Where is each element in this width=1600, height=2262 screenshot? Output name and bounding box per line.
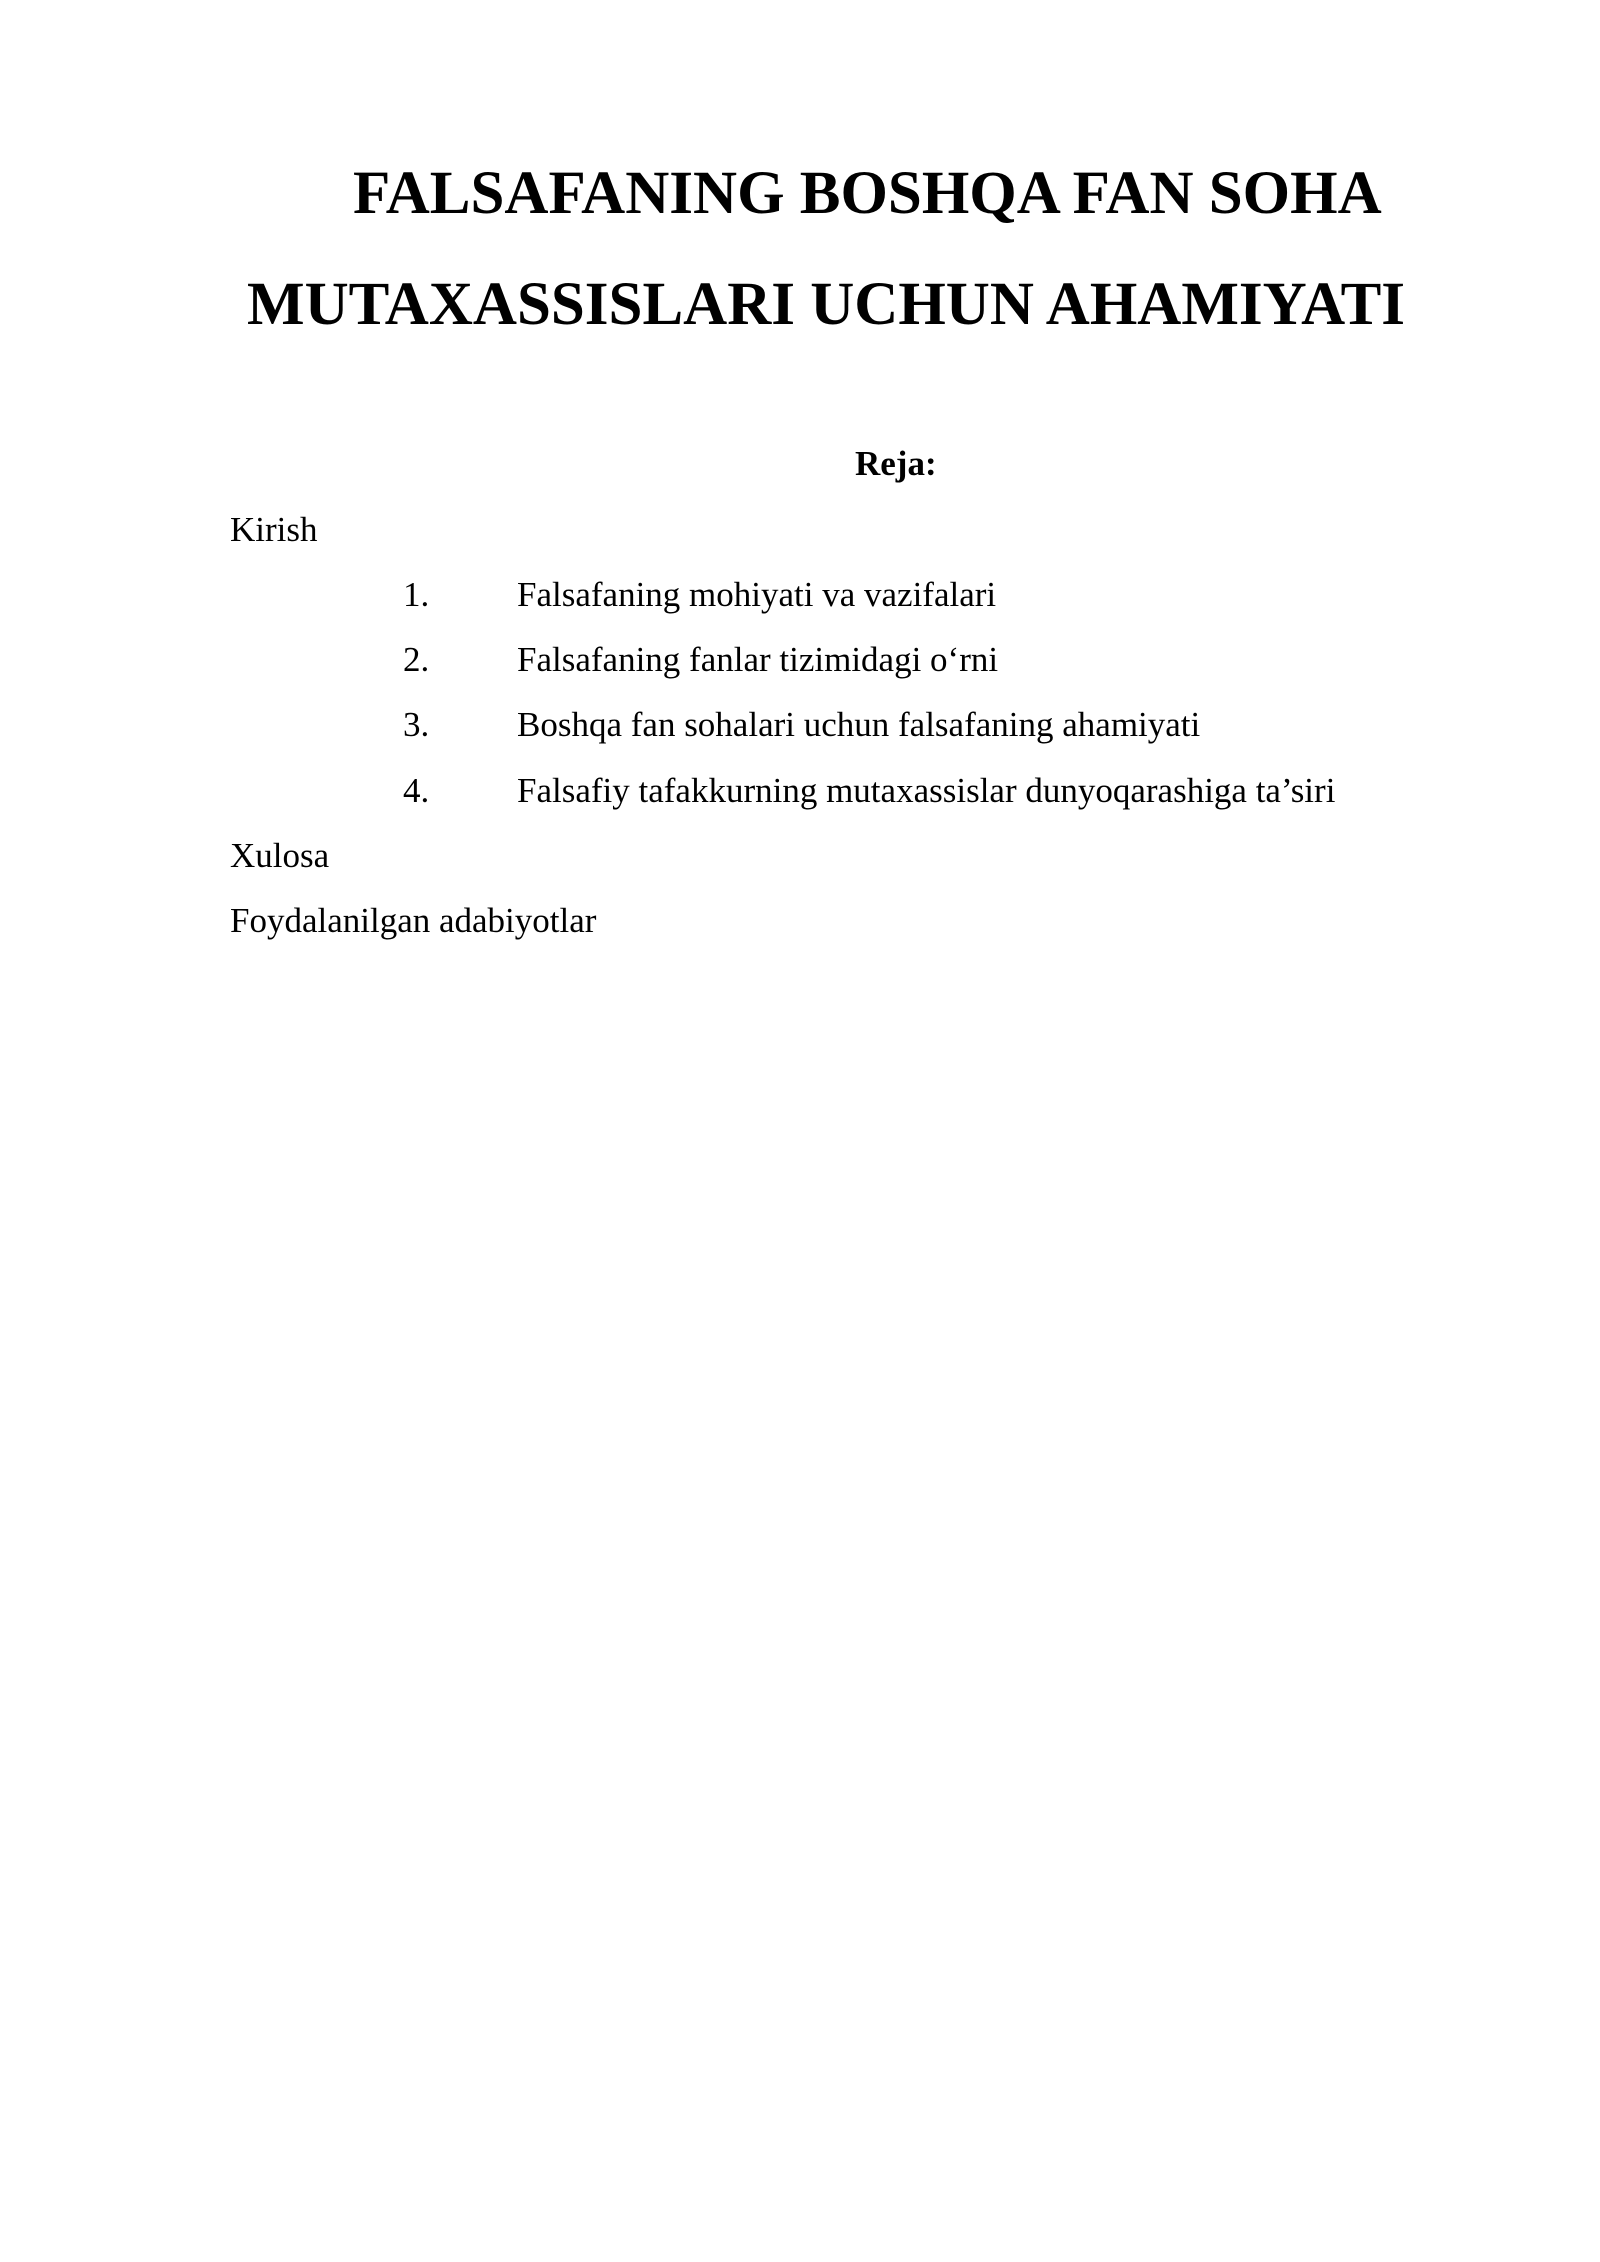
intro-label: Kirish <box>230 510 318 549</box>
document-title-line-2: MUTAXASSISLARI UCHUN AHAMIYATI <box>247 271 1406 338</box>
conclusion-label: Xulosa <box>230 836 330 875</box>
plan-heading: Reja: <box>855 444 937 483</box>
plan-item-text: Falsafaning fanlar tizimidagi o‘rni <box>517 640 999 679</box>
plan-item <box>0 642 1600 682</box>
plan-item-text: Falsafaning mohiyati va vazifalari <box>517 575 997 614</box>
plan-item-number: 4. <box>403 771 430 810</box>
document-title-line-1: FALSAFANING BOSHQA FAN SOHA <box>353 160 1382 227</box>
plan-item-text: Falsafiy tafakkurning mutaxassislar dunyoqarashiga ta’siri <box>517 771 1336 810</box>
plan-item <box>0 707 1600 747</box>
plan-item-number: 3. <box>403 705 430 744</box>
references-label: Foydalanilgan adabiyotlar <box>230 901 597 940</box>
plan-item <box>0 773 1600 813</box>
plan-item-text: Boshqa fan sohalari uchun falsafaning ahamiyati <box>517 705 1201 744</box>
plan-item <box>0 577 1600 617</box>
plan-item-number: 1. <box>403 575 430 614</box>
plan-item-number: 2. <box>403 640 430 679</box>
